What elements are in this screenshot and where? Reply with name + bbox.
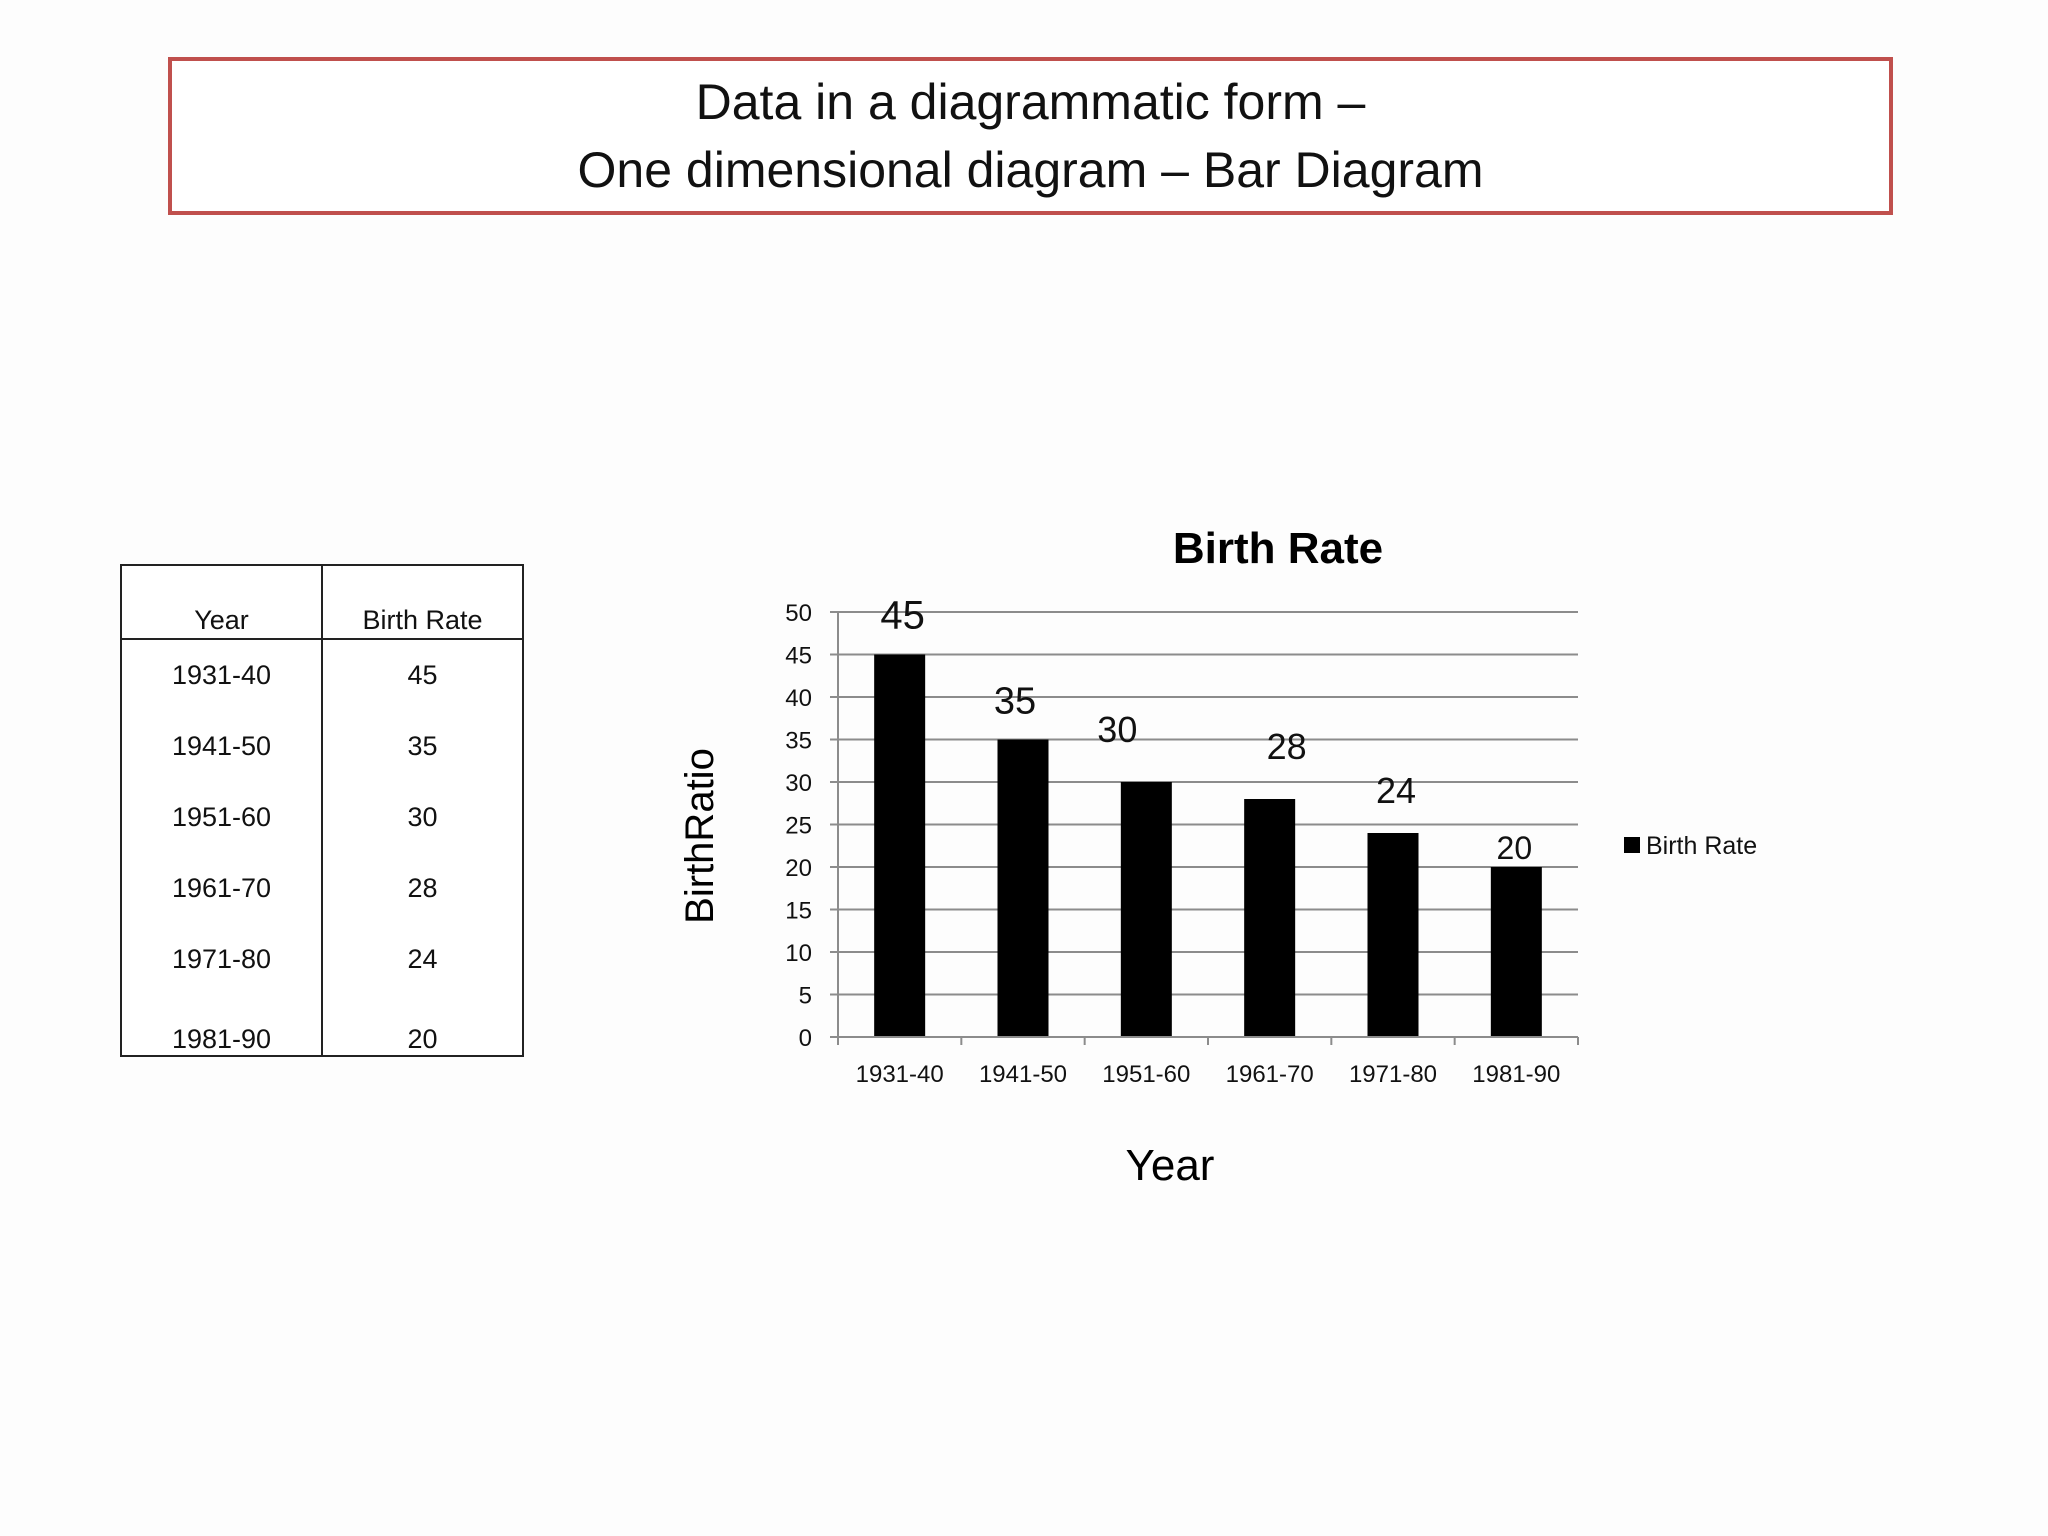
legend-label: Birth Rate [1646,832,1758,860]
x-tick-label: 1931-40 [855,1061,944,1088]
table-cell-year: 1971-80 [121,924,322,995]
y-tick-label: 25 [785,812,812,840]
bar [1121,782,1172,1037]
bar-data-label: 20 [1496,830,1533,866]
y-tick-label: 40 [785,685,812,712]
x-tick-label: 1981-90 [1472,1061,1561,1088]
table-cell-rate: 20 [322,995,523,1056]
bar [998,740,1049,1038]
bar-data-label: 24 [1375,770,1417,811]
y-tick-label: 50 [785,600,812,627]
bar [1491,867,1542,1037]
table-cell-rate: 24 [322,924,523,995]
chart-bars [874,655,1542,1038]
y-tick-label: 30 [785,770,812,797]
chart-title: Birth Rate [1172,524,1384,573]
x-tick-label: 1951-60 [1102,1061,1191,1088]
y-tick-label: 45 [785,642,812,670]
y-tick-label: 5 [798,982,812,1010]
x-tick-label: 1961-70 [1225,1061,1314,1088]
table-cell-year: 1961-70 [121,853,322,924]
y-tick-label: 35 [785,727,812,755]
table-cell-rate: 35 [322,711,523,782]
table-cell-year: 1951-60 [121,782,322,853]
y-tick-label: 15 [785,897,812,925]
bar-data-label: 45 [880,593,925,638]
bar [1244,799,1295,1037]
y-tick-label: 20 [785,855,812,882]
table-header-year: Year [121,565,322,639]
table-cell-year: 1941-50 [121,711,322,782]
bar-data-label: 35 [993,680,1037,723]
bar [874,655,925,1038]
table-cell-year: 1981-90 [121,995,322,1056]
chart-gridlines [838,612,1578,995]
table-header-birth-rate: Birth Rate [322,565,523,639]
chart-legend [1624,832,1757,860]
table-cell-rate: 45 [322,639,523,711]
chart-x-axis-label: Year [1125,1141,1215,1190]
x-tick-label: 1971-80 [1348,1061,1438,1088]
slide-title-line-2: One dimensional diagram – Bar Diagram [577,142,1484,198]
bar-data-label: 28 [1266,726,1307,767]
table-cell-rate: 28 [322,853,523,924]
table-cell-rate: 30 [322,782,523,853]
y-tick-label: 0 [798,1025,812,1052]
bar-data-label: 30 [1097,709,1138,750]
bar [1368,833,1419,1037]
legend-swatch [1624,837,1640,853]
table-cell-year: 1931-40 [121,639,322,711]
x-tick-label: 1941-50 [978,1061,1068,1088]
chart-y-axis-label: BirthRatio [678,748,722,924]
slide-title-line-1: Data in a diagrammatic form – [695,74,1366,130]
y-tick-label: 10 [785,940,812,967]
